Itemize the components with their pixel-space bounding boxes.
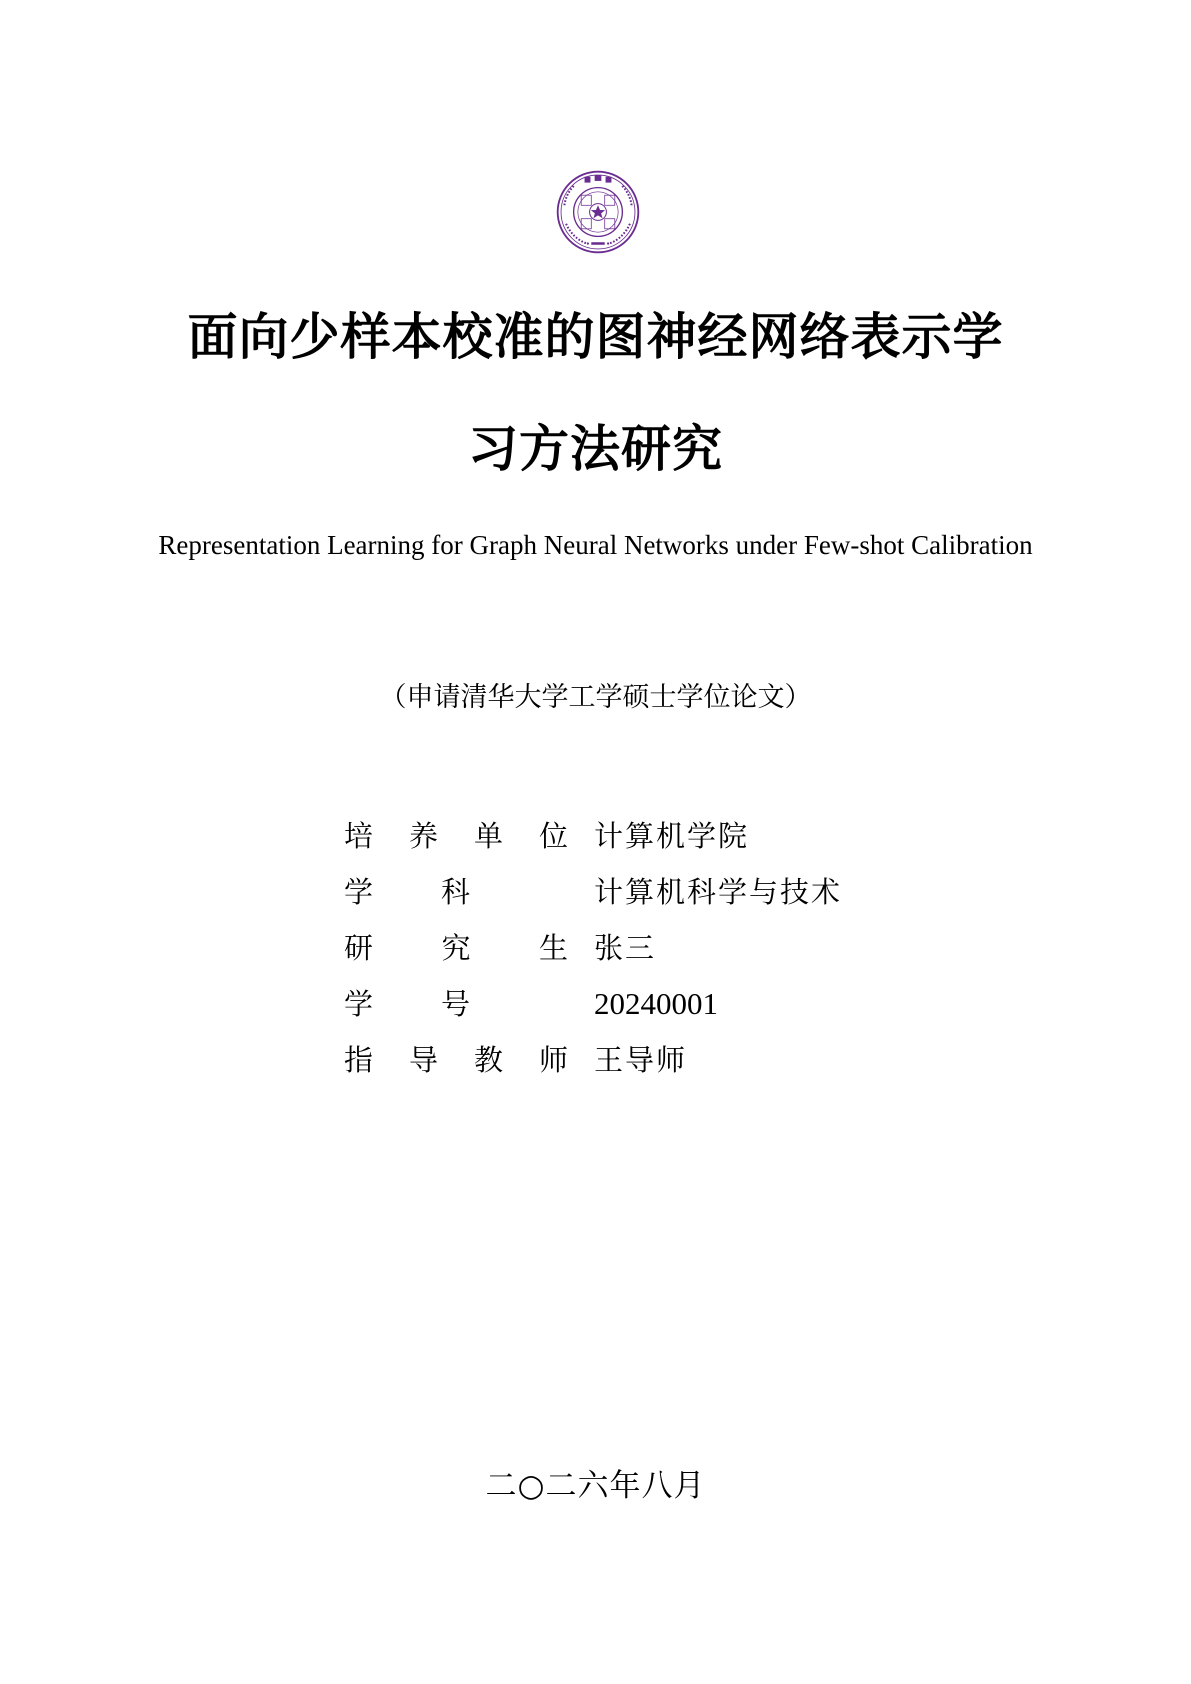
info-value-discipline: 计算机科学与技术 — [594, 875, 843, 909]
info-value-unit: 计算机学院 — [594, 819, 750, 853]
info-label-student: 研 究 生 — [344, 931, 568, 965]
info-row-advisor — [344, 1040, 904, 1096]
tsinghua-university-seal-icon — [556, 170, 640, 254]
info-row-unit — [344, 816, 904, 872]
thesis-title-line-2: 习方法研究 — [468, 420, 723, 478]
english-title: Representation Learning for Graph Neural Networks under Few-shot Calibration — [158, 530, 1033, 560]
submission-date: 二○二六年八月 — [485, 1468, 706, 1504]
thesis-title-line-1: 面向少样本校准的图神经网络表示学 — [187, 308, 1004, 366]
info-label-student-id: 学 号 — [344, 987, 470, 1021]
info-value-student: 张三 — [594, 931, 657, 965]
info-label-advisor: 指 导 教 师 — [344, 1043, 568, 1077]
info-row-student-id — [344, 984, 904, 1040]
degree-statement: （申请清华大学工学硕士学位论文） — [379, 682, 812, 713]
info-row-student — [344, 928, 904, 984]
info-label-discipline: 学 科 — [344, 875, 470, 909]
info-value-student-id: 20240001 — [594, 986, 718, 1021]
info-row-discipline — [344, 872, 904, 928]
thesis-info-table — [344, 816, 904, 1096]
info-value-advisor: 王导师 — [594, 1043, 688, 1077]
info-label-unit: 培 养 单 位 — [344, 819, 568, 853]
